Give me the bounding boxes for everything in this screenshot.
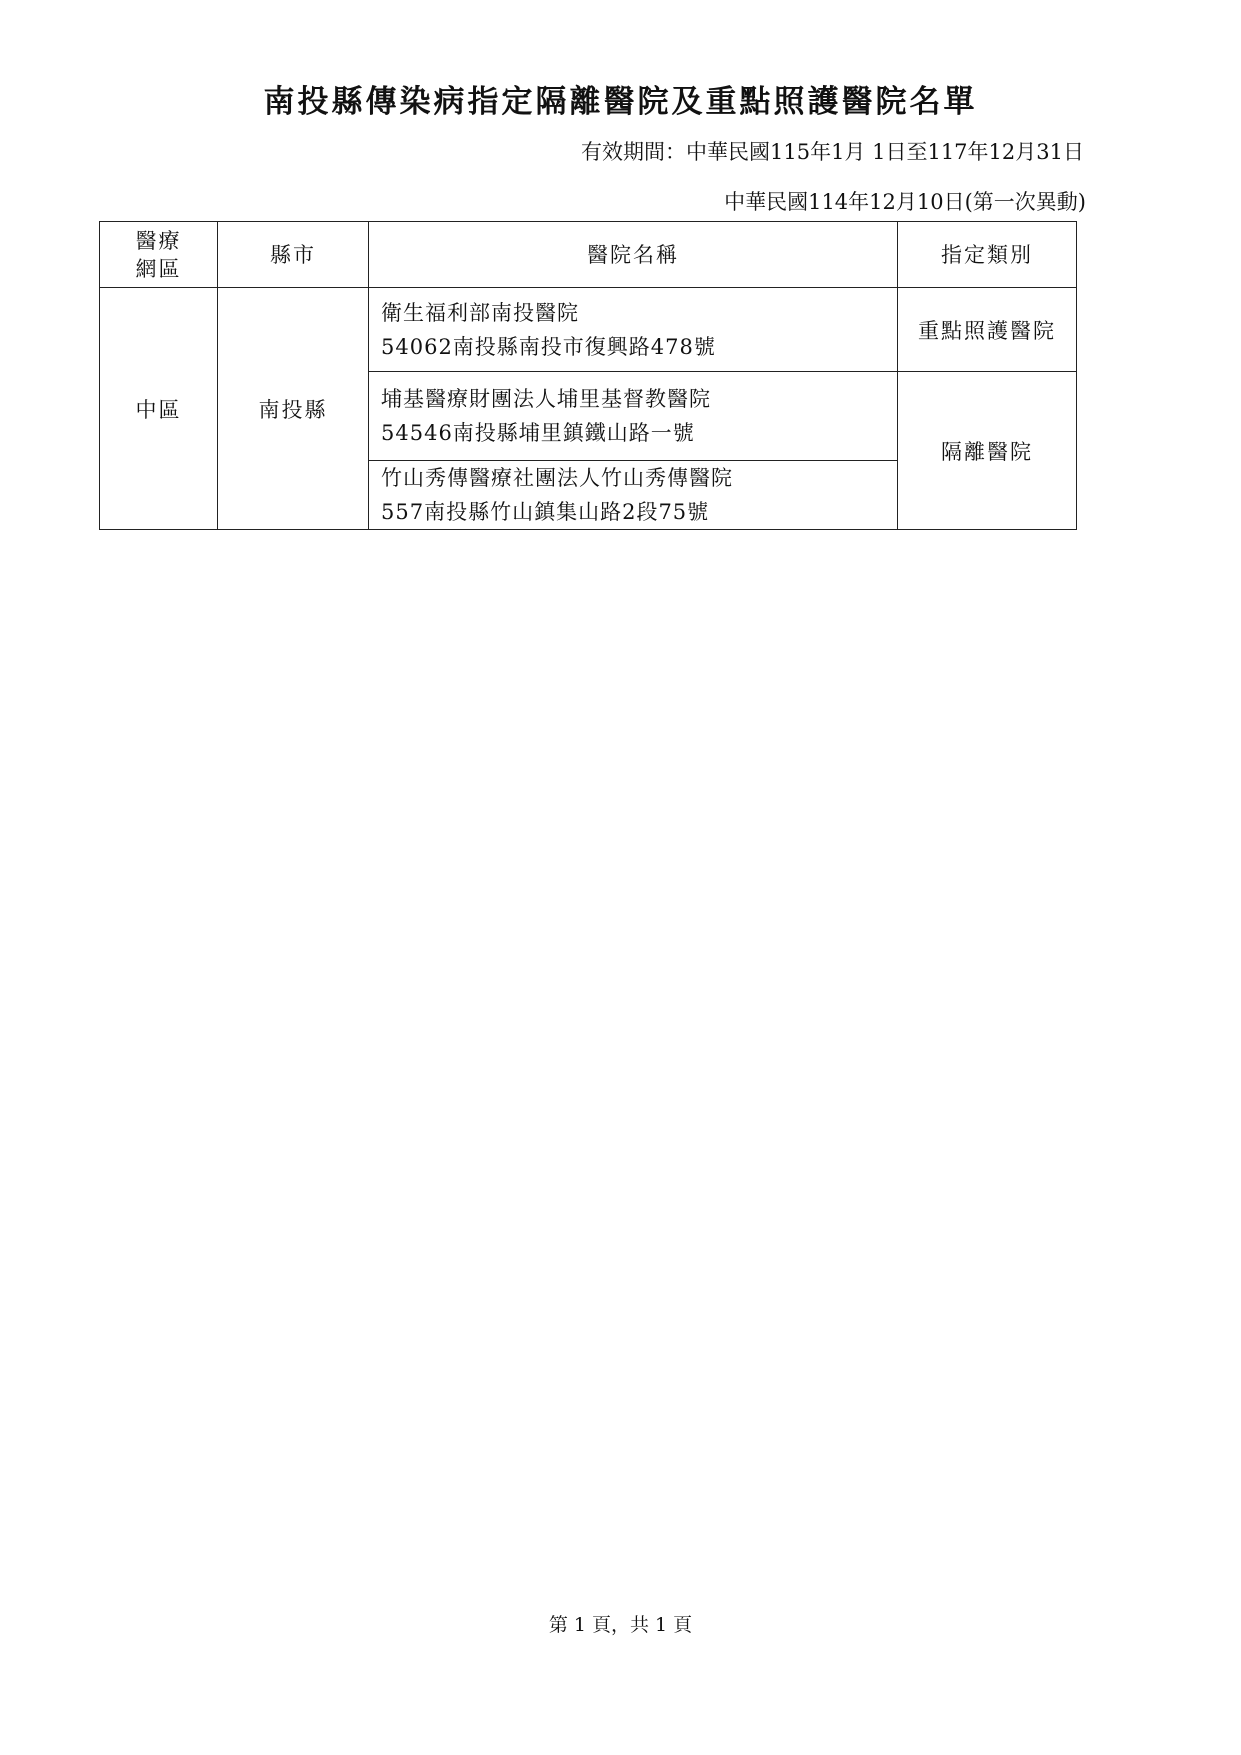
hospital-cell: [369, 372, 898, 461]
hospital-cell: [369, 461, 898, 530]
table-row: [100, 288, 1077, 372]
header-city: 縣市: [218, 222, 369, 288]
hospital-address: 54546南投縣埔里鎮鐵山路一號: [381, 421, 695, 445]
hospital-name: 埔基醫療財團法人埔里基督教醫院: [381, 387, 711, 411]
hospital-name: 衛生福利部南投醫院: [381, 300, 579, 325]
type-cell-isolation: 隔離醫院: [898, 372, 1077, 530]
region-cell: 中區: [100, 288, 218, 530]
validity-period: 有效期間：中華民國115年1月 1日至117年12月31日: [580, 140, 1084, 164]
header-hospital-name: 醫院名稱: [369, 222, 898, 288]
page-title: 南投縣傳染病指定隔離醫院及重點照護醫院名單: [263, 84, 978, 120]
hospital-name: 竹山秀傳醫療社團法人竹山秀傳醫院: [381, 466, 733, 490]
hospital-address: 557南投縣竹山鎮集山路2段75號: [381, 500, 710, 524]
city-cell: 南投縣: [218, 288, 369, 530]
hospital-cell: [369, 288, 898, 372]
header-region-line1: 醫療: [135, 228, 182, 253]
hospital-address: 54062南投縣南投市復興路478號: [381, 334, 716, 359]
page-number: 第 1 頁，共 1 頁: [548, 1614, 693, 1636]
header-region: [100, 222, 218, 288]
type-cell-key-care: 重點照護醫院: [898, 288, 1077, 372]
table-header-row: [100, 222, 1077, 288]
header-type: 指定類別: [898, 222, 1077, 288]
hospital-table: [99, 221, 1077, 530]
header-region-line2: 網區: [135, 256, 182, 281]
revision-date: 中華民國114年12月10日(第一次異動): [724, 190, 1086, 214]
